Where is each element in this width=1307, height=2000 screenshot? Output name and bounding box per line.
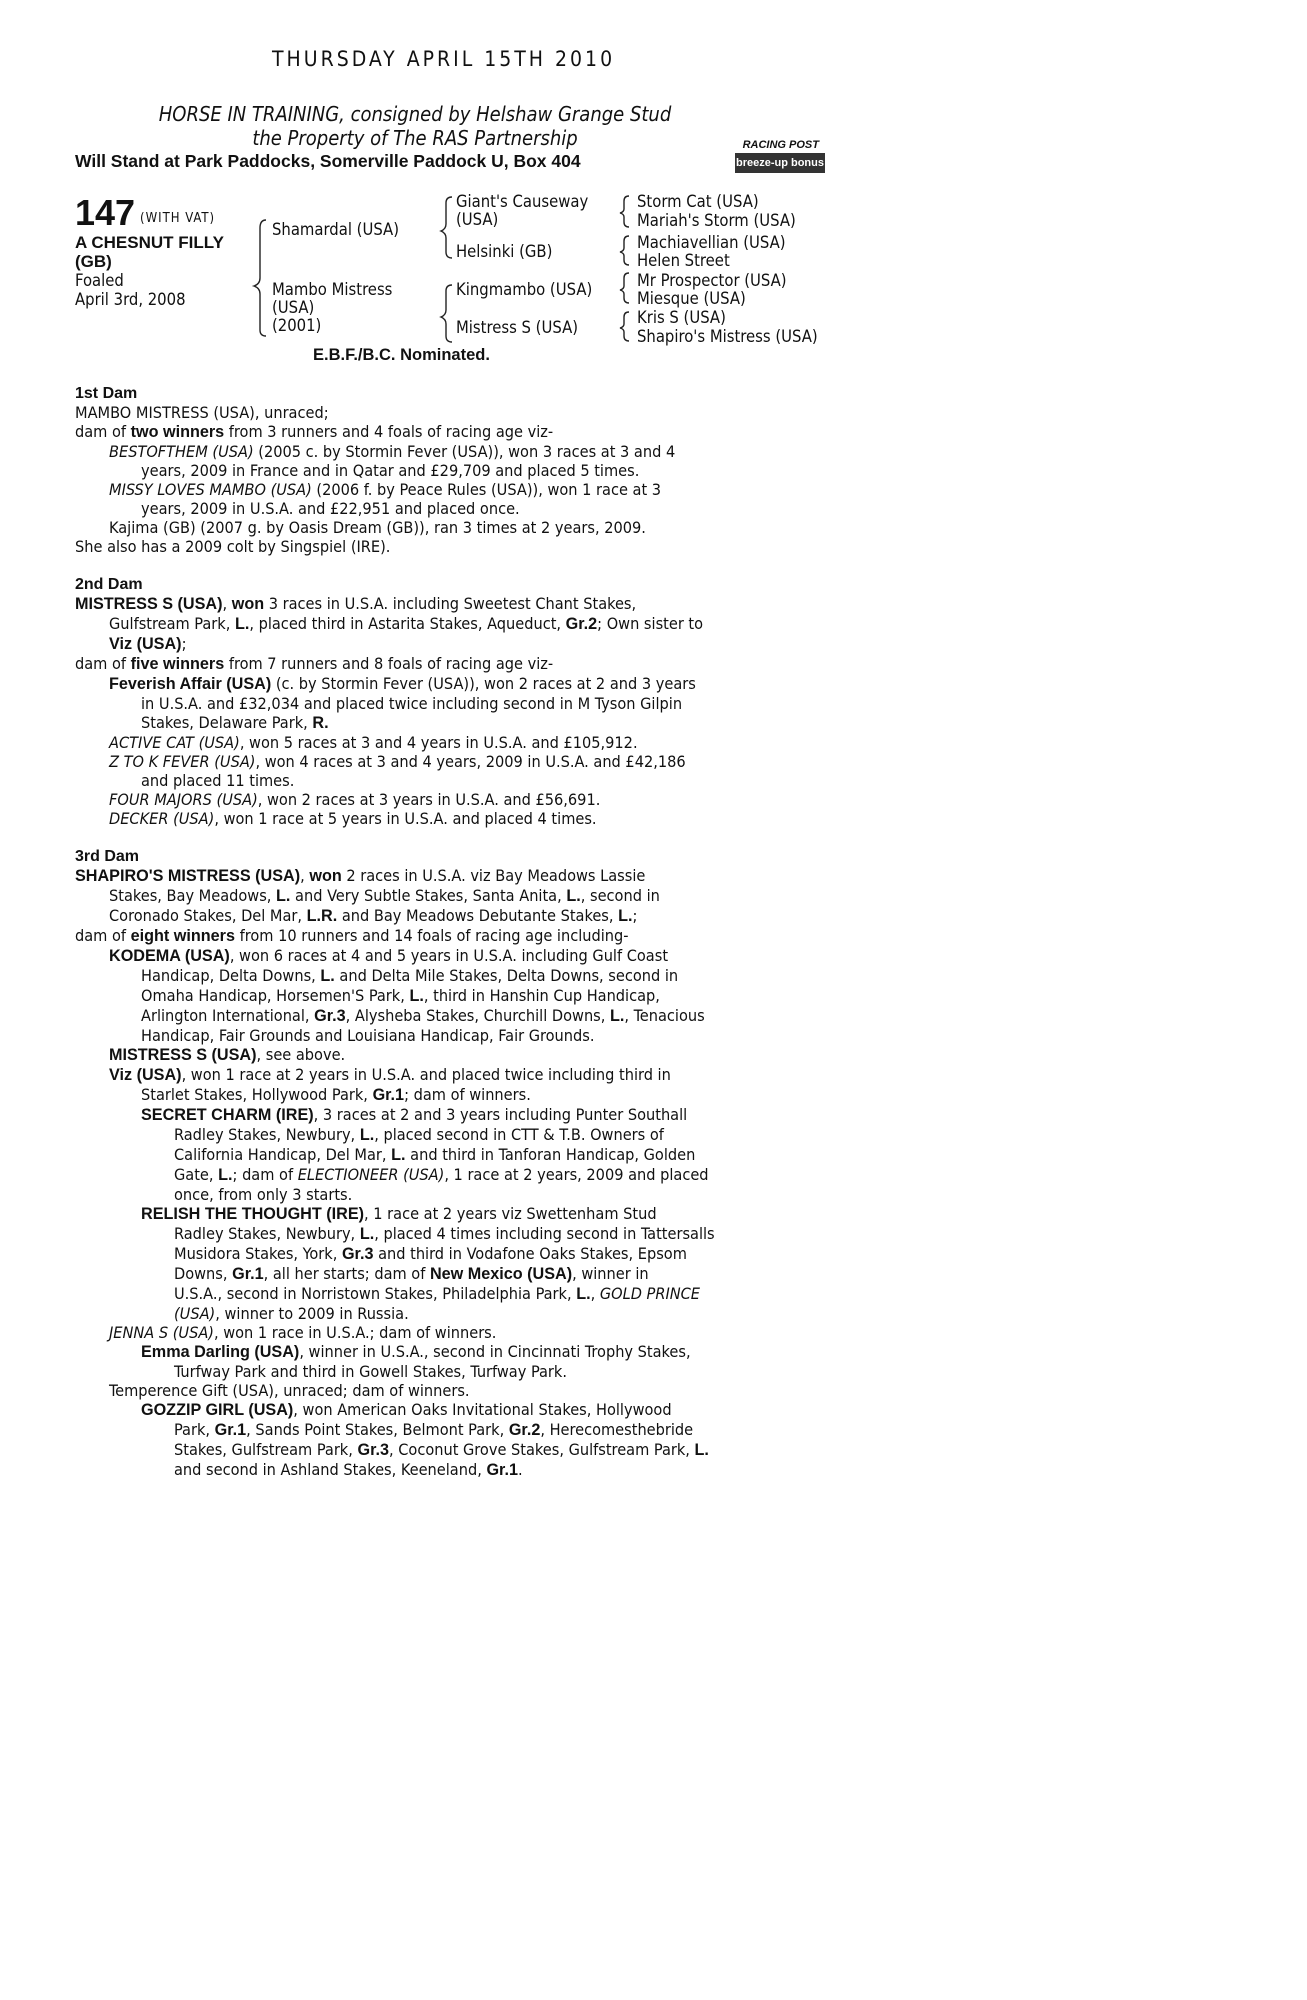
body-line: Gate, L.; dam of ELECTIONEER (USA), 1 race at 2 years, 2009 and placed	[174, 1165, 709, 1184]
badge-bonus-label: breeze-up bonus	[735, 153, 825, 173]
lot-number: 147	[75, 192, 136, 233]
body-line: Omaha Handicap, Horsemen'S Park, L., third in Hanshin Cup Handicap,	[141, 986, 660, 1005]
body-line: Park, Gr.1, Sands Point Stakes, Belmont Park, Gr.2, Herecomesthebride	[174, 1420, 694, 1439]
second-dam-heading: 2nd Dam	[75, 576, 143, 593]
body-line: and second in Ashland Stakes, Keeneland, Gr.1.	[174, 1460, 523, 1479]
body-line: Arlington International, Gr.3, Alysheba Stakes, Churchill Downs, L., Tenacious	[141, 1006, 705, 1025]
body-line: Starlet Stakes, Hollywood Park, Gr.1; dam of winners.	[141, 1085, 531, 1104]
body-line: SECRET CHARM (IRE), 3 races at 2 and 3 years including Punter Southall	[141, 1105, 688, 1124]
body-line: years, 2009 in U.S.A. and £22,951 and placed once.	[141, 499, 520, 518]
body-line: Handicap, Fair Grounds and Louisiana Handicap, Fair Grounds.	[141, 1026, 595, 1045]
body-line: FOUR MAJORS (USA), won 2 races at 3 years in U.S.A. and £56,691.	[109, 790, 601, 809]
third-dam-heading: 3rd Dam	[75, 848, 140, 865]
nomination-note: E.B.F./B.C. Nominated.	[313, 346, 490, 364]
body-line: Coronado Stakes, Del Mar, L.R. and Bay Meadows Debutante Stakes, L.;	[109, 906, 638, 925]
gen3-sdd: Helen Street	[637, 251, 730, 270]
gen3-dss: Mr Prospector (USA)	[637, 271, 787, 290]
gen3-dds: Kris S (USA)	[637, 308, 726, 327]
body-line: Downs, Gr.1, all her starts; dam of New Mexico (USA), winner in	[174, 1264, 649, 1283]
body-line: DECKER (USA), won 1 race at 5 years in U.S.A. and placed 4 times.	[109, 809, 597, 828]
body-line: U.S.A., second in Norristown Stakes, Philadelphia Park, L., GOLD PRINCE	[174, 1284, 701, 1303]
brace-gen1	[254, 220, 266, 336]
body-line: Musidora Stakes, York, Gr.3 and third in Vodafone Oaks Stakes, Epsom	[174, 1244, 687, 1263]
sire-dam: Helsinki (GB)	[456, 242, 553, 261]
consignment-line: HORSE IN TRAINING, consigned by Helshaw Grange Stud	[158, 102, 672, 126]
body-line: Feverish Affair (USA) (c. by Stormin Fever (USA)), won 2 races at 2 and 3 years	[109, 674, 696, 693]
gen3-ddd: Shapiro's Mistress (USA)	[637, 327, 818, 346]
body-line: KODEMA (USA), won 6 races at 4 and 5 years in U.S.A. including Gulf Coast	[109, 946, 669, 965]
foaled-info: Foaled April 3rd, 2008	[75, 271, 186, 309]
body-line: dam of two winners from 3 runners and 4 foals of racing age viz-	[75, 422, 554, 441]
body-line: Handicap, Delta Downs, L. and Delta Mile Stakes, Delta Downs, second in	[141, 966, 679, 985]
body-line: Emma Darling (USA), winner in U.S.A., second in Cincinnati Trophy Stakes,	[141, 1342, 691, 1361]
brace-sd	[620, 236, 629, 265]
body-line: once, from only 3 starts.	[174, 1185, 353, 1204]
first-dam-heading: 1st Dam	[75, 385, 138, 402]
body-line: ACTIVE CAT (USA), won 5 races at 3 and 4 years in U.S.A. and £105,912.	[109, 733, 638, 752]
body-line: Gulfstream Park, L., placed third in Astarita Stakes, Aqueduct, Gr.2; Own sister to	[109, 614, 704, 633]
body-line: Radley Stakes, Newbury, L., placed 4 times including second in Tattersalls	[174, 1224, 715, 1243]
stand-location: Will Stand at Park Paddocks, Somerville Paddock U, Box 404	[75, 151, 581, 171]
body-line: BESTOFTHEM (USA) (2005 c. by Stormin Fever (USA)), won 3 races at 3 and 4	[109, 442, 676, 461]
body-line: years, 2009 in France and in Qatar and £29,709 and placed 5 times.	[141, 461, 640, 480]
vat-note: (WITH VAT)	[140, 211, 216, 226]
sire: Shamardal (USA)	[272, 220, 399, 239]
body-line: Z TO K FEVER (USA), won 4 races at 3 and 4 years, 2009 in U.S.A. and £42,186	[109, 752, 686, 771]
body-line: Temperence Gift (USA), unraced; dam of winners.	[109, 1381, 470, 1400]
property-line: the Property of The RAS Partnership	[252, 126, 578, 150]
gen3-dsd: Miesque (USA)	[637, 289, 746, 308]
body-line: MISTRESS S (USA), see above.	[109, 1045, 346, 1064]
dam-dam: Mistress S (USA)	[456, 318, 579, 337]
body-line: and placed 11 times.	[141, 771, 295, 790]
horse-description: A CHESNUT FILLY (GB)	[75, 233, 224, 271]
gen3-sss: Storm Cat (USA)	[637, 192, 759, 211]
body-line: Viz (USA), won 1 race at 2 years in U.S.A. and placed twice including third in	[109, 1065, 671, 1084]
brace-dd	[620, 312, 629, 341]
brace-dam	[441, 285, 452, 342]
body-line: MISSY LOVES MAMBO (USA) (2006 f. by Peace Rules (USA)), won 1 race at 3	[109, 480, 662, 499]
catalogue-body	[75, 384, 765, 1480]
body-line: MISTRESS S (USA), won 3 races in U.S.A. including Sweetest Chant Stakes,	[75, 594, 637, 613]
body-line: dam of five winners from 7 runners and 8 foals of racing age viz-	[75, 654, 554, 673]
body-line: GOZZIP GIRL (USA), won American Oaks Invitational Stakes, Hollywood	[141, 1400, 672, 1419]
brace-ss	[620, 196, 629, 227]
brace-sire	[441, 197, 452, 258]
badge-logo-text: RACING POST	[742, 139, 819, 151]
body-line: She also has a 2009 colt by Singspiel (IRE).	[75, 537, 391, 556]
body-line: Turfway Park and third in Gowell Stakes, Turfway Park.	[174, 1362, 567, 1381]
body-line: Radley Stakes, Newbury, L., placed second in CTT & T.B. Owners of	[174, 1125, 664, 1144]
body-line: Stakes, Bay Meadows, L. and Very Subtle Stakes, Santa Anita, L., second in	[109, 886, 660, 905]
body-line: dam of eight winners from 10 runners and 14 foals of racing age including-	[75, 926, 629, 945]
body-line: Stakes, Delaware Park, R.	[141, 713, 329, 732]
sire-sire: Giant's Causeway (USA)	[456, 192, 589, 229]
gen3-sds: Machiavellian (USA)	[637, 233, 786, 252]
gen3-ssd: Mariah's Storm (USA)	[637, 211, 796, 230]
body-line: (USA), winner to 2009 in Russia.	[174, 1304, 409, 1323]
dam: Mambo Mistress (USA) (2001)	[272, 280, 393, 335]
dam-sire: Kingmambo (USA)	[456, 280, 593, 299]
body-line: SHAPIRO'S MISTRESS (USA), won 2 races in U.S.A. viz Bay Meadows Lassie	[75, 866, 646, 885]
body-line: in U.S.A. and £32,034 and placed twice including second in M Tyson Gilpin	[141, 694, 683, 713]
body-line: Viz (USA);	[109, 634, 187, 653]
brace-ds	[620, 273, 629, 303]
body-line: JENNA S (USA), won 1 race in U.S.A.; dam of winners.	[109, 1323, 497, 1342]
body-line: RELISH THE THOUGHT (IRE), 1 race at 2 years viz Swettenham Stud	[141, 1204, 657, 1223]
body-line: MAMBO MISTRESS (USA), unraced;	[75, 403, 329, 422]
body-line: California Handicap, Del Mar, L. and third in Tanforan Handicap, Golden	[174, 1145, 696, 1164]
sale-date: THURSDAY APRIL 15TH 2010	[272, 47, 616, 71]
body-line: Stakes, Gulfstream Park, Gr.3, Coconut Grove Stakes, Gulfstream Park, L.	[174, 1440, 709, 1459]
body-line: Kajima (GB) (2007 g. by Oasis Dream (GB)), ran 3 times at 2 years, 2009.	[109, 518, 646, 537]
